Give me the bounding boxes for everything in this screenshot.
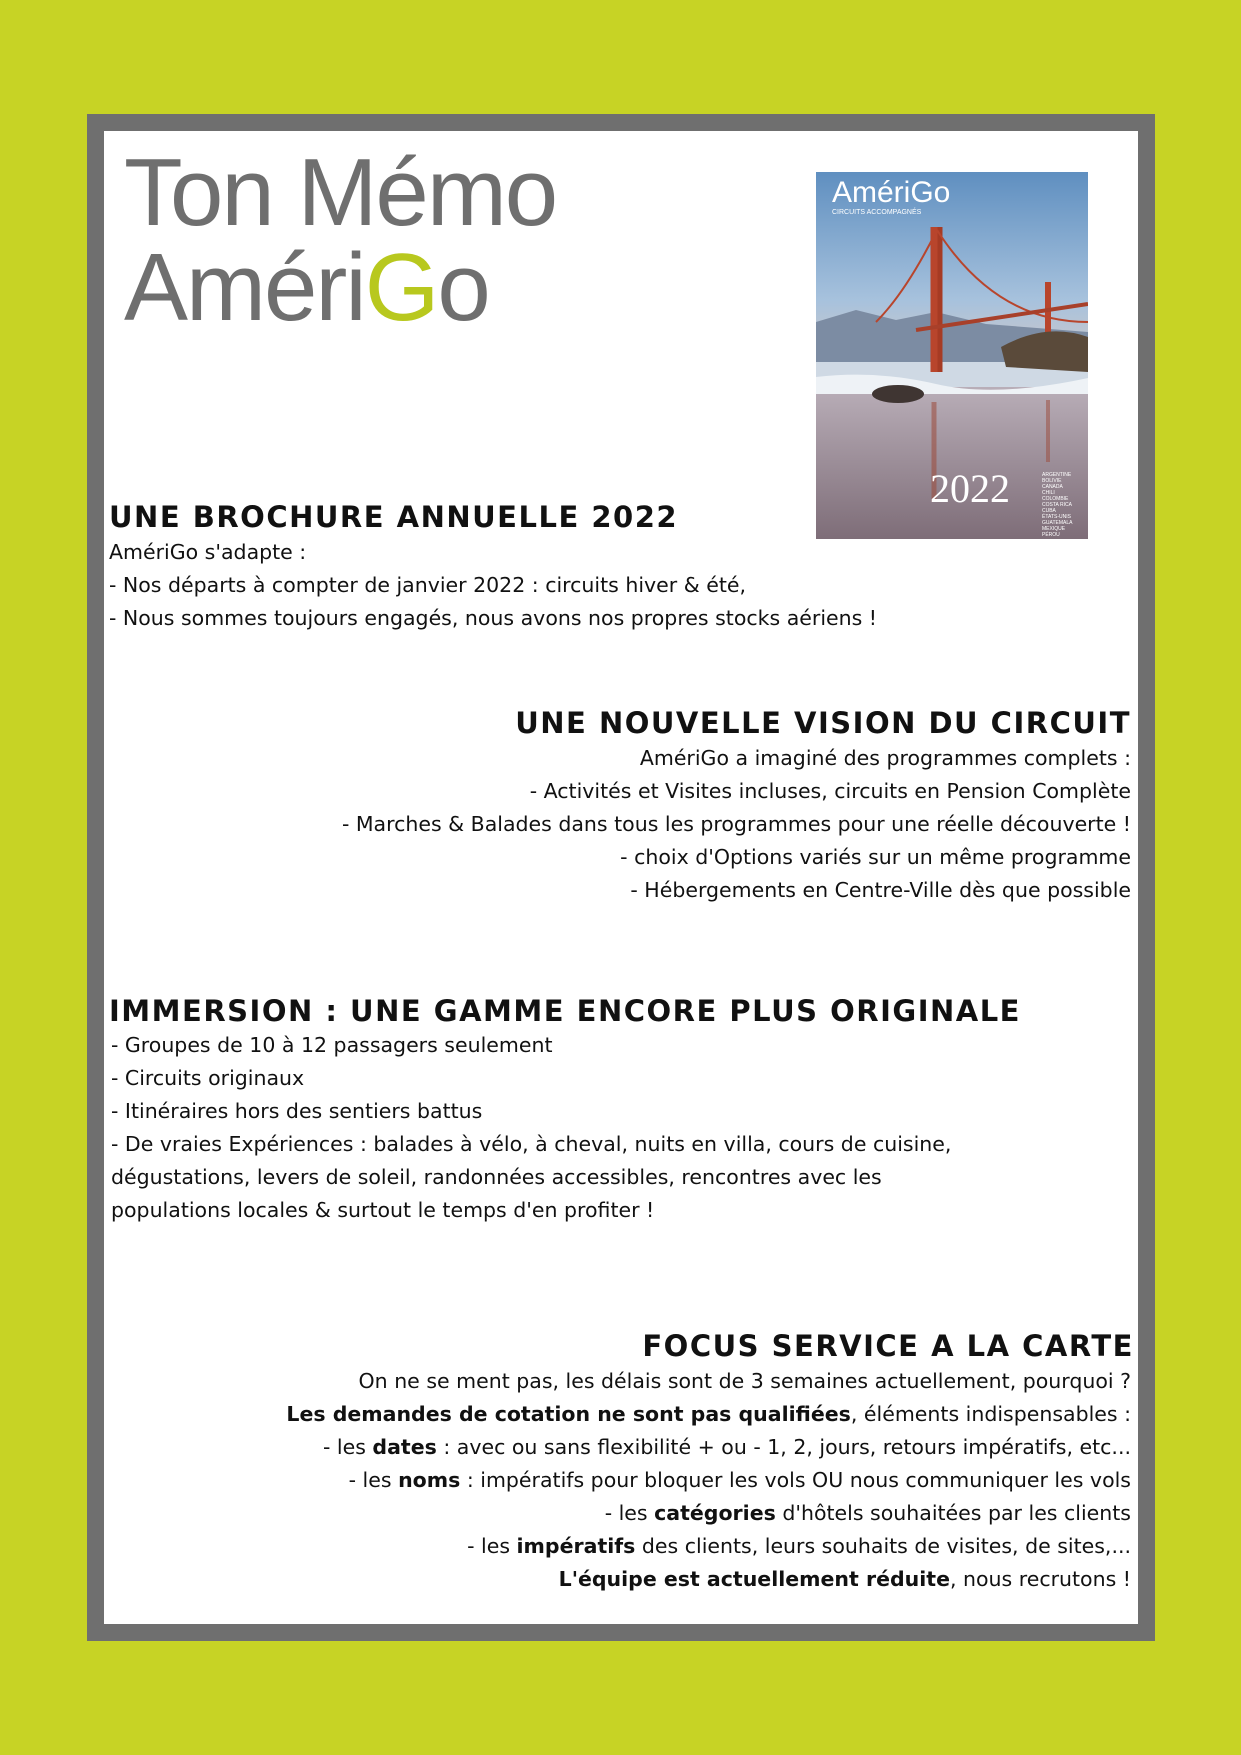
- section-body-immersion: [111, 1029, 951, 1227]
- section-body-focus-service: [286, 1365, 1131, 1596]
- cover-country: CHILI: [1042, 490, 1055, 496]
- body-line: - les catégories d'hôtels souhaitées par les clients: [604, 1501, 1131, 1525]
- body-line: dégustations, levers de soleil, randonnées accessibles, rencontres avec les: [111, 1165, 882, 1189]
- section-body-vision: [342, 742, 1131, 907]
- page-title-line1: Ton Mémo: [124, 139, 557, 246]
- cover-country: CUBA: [1042, 508, 1056, 514]
- body-line: - De vraies Expériences : balades à vélo, à cheval, nuits en villa, cours de cuisine,: [111, 1132, 952, 1156]
- body-line: Les demandes de cotation ne sont pas qualifiées, éléments indispensables :: [286, 1402, 1131, 1426]
- body-line: AmériGo s'adapte :: [109, 540, 307, 564]
- body-line: - Activités et Visites incluses, circuits en Pension Complète: [529, 779, 1131, 803]
- cover-country: COLOMBIE: [1042, 496, 1069, 502]
- section-title-vision: UNE NOUVELLE VISION DU CIRCUIT: [515, 706, 1131, 740]
- cover-country: PÉROU: [1042, 532, 1060, 538]
- body-line: - Circuits originaux: [111, 1066, 305, 1090]
- body-line: - les noms : impératifs pour bloquer les vols OU nous communiquer les vols: [348, 1468, 1131, 1492]
- cover-country: CANADA: [1042, 484, 1063, 490]
- cover-country: ÉTATS-UNIS: [1042, 514, 1071, 520]
- body-line: AmériGo a imaginé des programmes complets :: [639, 746, 1131, 770]
- body-line: - choix d'Options variés sur un même programme: [620, 845, 1131, 869]
- section-title-immersion: IMMERSION : UNE GAMME ENCORE PLUS ORIGINALE: [109, 994, 1021, 1028]
- body-line: - Marches & Balades dans tous les programmes pour une réelle découverte !: [341, 812, 1131, 836]
- cover-country: GUATEMALA: [1042, 520, 1073, 526]
- cover-country: COSTA RICA: [1042, 502, 1072, 508]
- cover-brand: AmériGo: [832, 176, 951, 209]
- body-line: - Itinéraires hors des sentiers battus: [111, 1099, 483, 1123]
- section-body-brochure: [109, 536, 877, 635]
- cover-subtitle: CIRCUITS ACCOMPAGNÉS: [832, 209, 922, 216]
- body-line: - Groupes de 10 à 12 passagers seulement: [111, 1033, 553, 1057]
- cover-country: MEXIQUE: [1042, 526, 1066, 532]
- cover-country: BOLIVIE: [1042, 478, 1062, 484]
- page-title-line2: AmériGo: [124, 234, 489, 341]
- section-title-brochure: UNE BROCHURE ANNUELLE 2022: [109, 500, 679, 534]
- body-line: L'équipe est actuellement réduite, nous recrutons !: [558, 1567, 1131, 1591]
- body-line: populations locales & surtout le temps d'en profiter !: [111, 1198, 655, 1222]
- body-line: - Nos départs à compter de janvier 2022 : circuits hiver & été,: [109, 573, 747, 597]
- brochure-cover-image: [816, 172, 1088, 539]
- body-line: - les impératifs des clients, leurs souhaits de visites, de sites,...: [467, 1534, 1131, 1558]
- body-line: - Hébergements en Centre-Ville dès que possible: [630, 878, 1131, 902]
- cover-year: 2022: [930, 466, 1010, 511]
- body-line: - Nous sommes toujours engagés, nous avons nos propres stocks aériens !: [109, 606, 878, 630]
- body-line: On ne se ment pas, les délais sont de 3 semaines actuellement, pourquoi ?: [358, 1369, 1131, 1393]
- cover-country: ARGENTINE: [1042, 472, 1072, 478]
- section-title-focus-service: FOCUS SERVICE A LA CARTE: [642, 1329, 1134, 1363]
- body-line: - les dates : avec ou sans flexibilité + ou - 1, 2, jours, retours impératifs, etc...: [322, 1435, 1131, 1459]
